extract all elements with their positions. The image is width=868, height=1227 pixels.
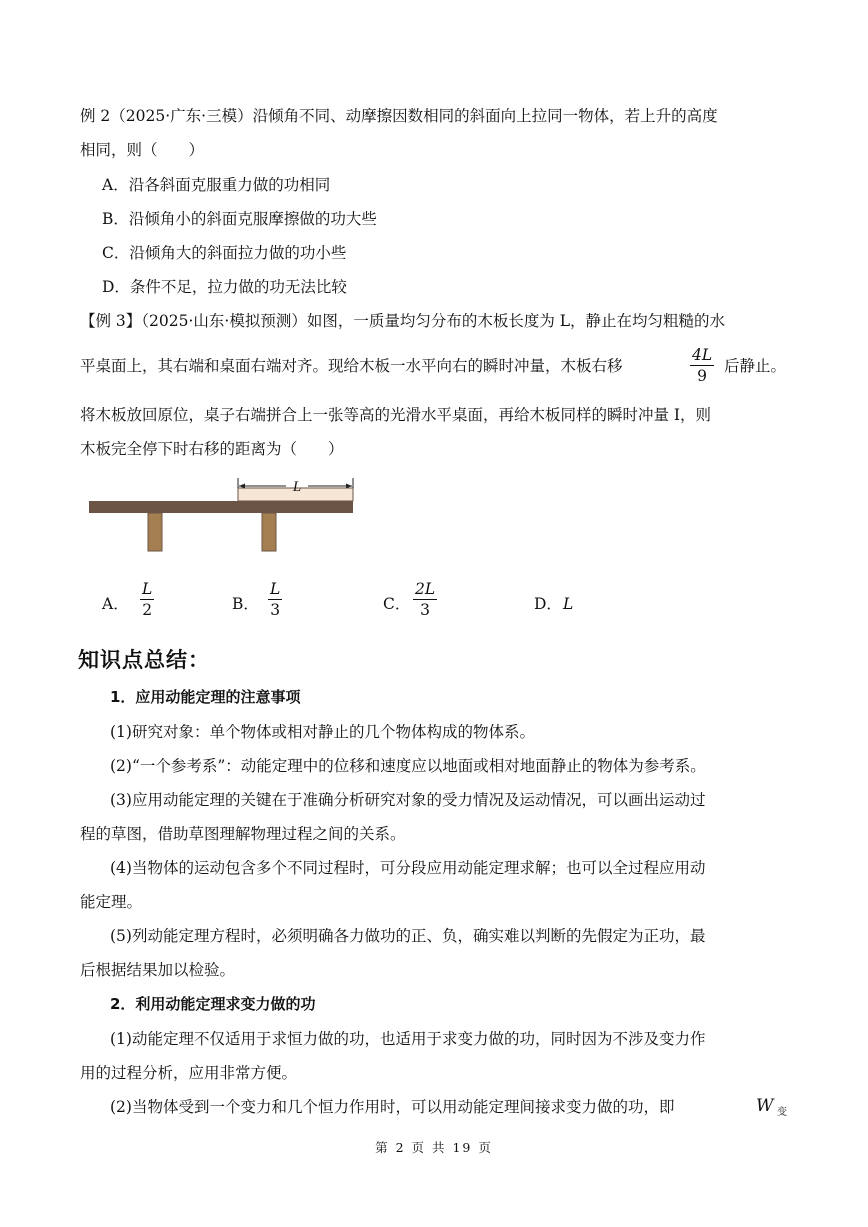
table-leg-right: [262, 513, 276, 551]
example2-option-d: D．条件不足，拉力做的功无法比较: [102, 278, 347, 296]
fraction-denominator: 9: [697, 367, 708, 385]
example3-line3: 将木板放回原位，桌子右端拼合上一张等高的光滑水平桌面，再给木板同样的瞬时冲量 I，则: [80, 406, 712, 424]
choice-a-letter: A．: [102, 595, 129, 613]
choice-b-fraction: $\frac{L}{3}$: [270, 580, 281, 619]
point5-line2: 后根据结果加以检验。: [80, 961, 236, 979]
example3-line2: 平桌面上，其右端和桌面右端对齐。现给木板一水平向右的瞬时冲量，木板右移: [80, 357, 623, 375]
point4-line2: 能定理。: [80, 893, 143, 911]
choice-b-letter: B．: [232, 595, 259, 613]
q1-line1: (1)动能定理不仅适用于求恒力做的功，也适用于求变力做的功，同时因为不涉及变力作: [110, 1030, 706, 1048]
table-top: [89, 501, 353, 513]
point5-line1: (5)列动能定理方程时，必须明确各力做功的正、负，确实难以判断的先假定为正功，最: [110, 927, 706, 945]
q1-line2: 用的过程分析，应用非常方便。: [80, 1064, 298, 1082]
board-on-table-figure: [86, 474, 358, 554]
example2-line1: 例 2（2025·广东·三模）沿倾角不同、动摩擦因数相同的斜面向上拉同一物体，若上升的高度: [80, 107, 718, 125]
page-footer: 第 2 页 共 19 页: [375, 1140, 493, 1155]
work-symbol: W: [756, 1096, 774, 1116]
section1-title: 1．应用动能定理的注意事项: [110, 688, 301, 706]
point4-line1: (4)当物体的运动包含多个不同过程时，可分段应用动能定理求解；也可以全过程应用动: [110, 859, 706, 877]
section2-title: 2．利用动能定理求变力做的功: [110, 995, 316, 1013]
example2-option-c: C．沿倾角大的斜面拉力做的功小些: [102, 244, 347, 262]
q2-line1: (2)当物体受到一个变力和几个恒力作用时，可以用动能定理间接求变力做的功，即: [110, 1098, 675, 1116]
example3-fraction: [690, 346, 714, 385]
point3-line2: 程的草图，借助草图理解物理过程之间的关系。: [80, 825, 406, 843]
example2-line2: 相同，则（ ）: [80, 141, 205, 159]
choice-c-letter: C．: [383, 595, 411, 613]
summary-heading: 知识点总结：: [78, 648, 210, 672]
point2: (2)“一个参考系”：动能定理中的位移和速度应以地面或相对地面静止的物体为参考系。: [110, 757, 706, 775]
fraction-numerator: 4L: [692, 346, 713, 364]
choice-d-value: L: [563, 595, 574, 613]
point3-line1: (3)应用动能定理的关键在于准确分析研究对象的受力情况及运动情况，可以画出运动过: [110, 791, 706, 809]
choice-a-fraction: $\frac{L}{2}$: [142, 580, 153, 619]
work-symbol-subscript: 变: [777, 1107, 787, 1118]
example3-line2-end: 后静止。: [724, 357, 787, 375]
example3-line4: 木板完全停下时右移的距离为（ ）: [80, 440, 344, 458]
point1: (1)研究对象：单个物体或相对静止的几个物体构成的物体系。: [110, 723, 535, 741]
table-leg-left: [148, 513, 162, 551]
choice-d-letter: D．: [534, 595, 562, 613]
example2-option-b: B．沿倾角小的斜面克服摩擦做的功大些: [102, 210, 377, 228]
length-label: L: [292, 479, 302, 495]
example2-option-a: A．沿各斜面克服重力做的功相同: [102, 176, 331, 194]
choice-c-fraction: $\frac{2L}{3}$: [415, 580, 436, 619]
example3-line1: 【例 3】（2025·山东·模拟预测）如图，一质量均匀分布的木板长度为 L，静止在均匀粗糙的水: [80, 312, 726, 330]
